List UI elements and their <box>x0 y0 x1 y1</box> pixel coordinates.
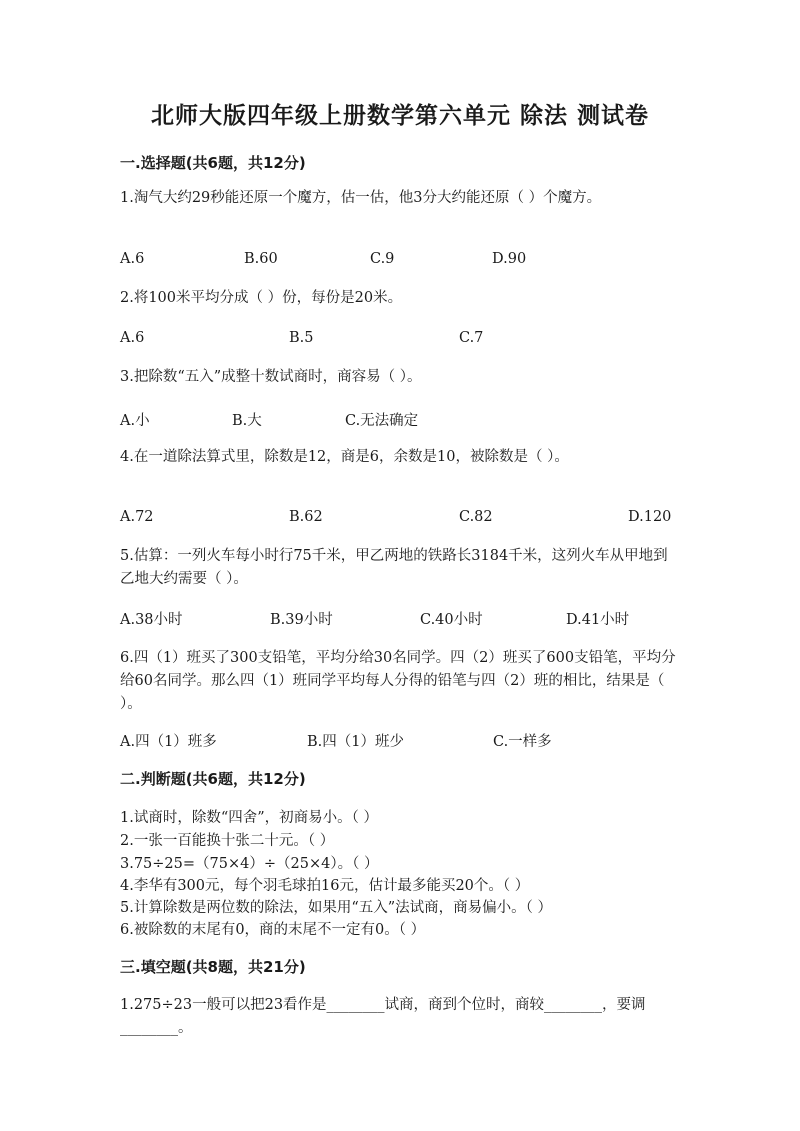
choice-question-1: 1.淘气大约29秒能还原一个魔方，估一估，他3分大约能还原（ ）个魔方。 <box>120 190 602 206</box>
choice-4-option-a: A.72 <box>120 509 154 525</box>
choice-1-option-a: A.6 <box>120 251 145 267</box>
choice-question-5: 5.估算：一列火车每小时行75千米，甲乙两地的铁路长3184千米，这列火车从甲地到乙地大约需要（ ）。 <box>120 548 668 587</box>
choice-question-3: 3.把除数“五入”成整十数试商时，商容易（ ）。 <box>120 369 422 385</box>
judge-item-1: 1.试商时，除数“四舍”，初商易小。（ ） <box>120 810 379 826</box>
choice-question-2: 2.将100米平均分成（ ）份，每份是20米。 <box>120 290 403 306</box>
choice-5-option-c: C.40小时 <box>420 612 483 628</box>
choice-3-option-a: A.小 <box>120 413 150 429</box>
choice-2-option-c: C.7 <box>459 330 484 346</box>
choice-5-option-b: B.39小时 <box>270 612 333 628</box>
choice-5-option-a: A.38小时 <box>120 612 183 628</box>
choice-5-option-d: D.41小时 <box>566 612 630 628</box>
choice-question-4: 4.在一道除法算式里，除数是12，商是6，余数是10，被除数是（ ）。 <box>120 449 569 465</box>
judge-item-5: 5.计算除数是两位数的除法，如果用“五入”法试商，商易偏小。（ ） <box>120 900 553 916</box>
choice-4-option-b: B.62 <box>289 509 323 525</box>
choice-3-option-b: B.大 <box>232 413 262 429</box>
section-heading-choice: 一.选择题(共6题，共12分) <box>120 154 306 172</box>
choice-4-option-d: D.120 <box>628 509 672 525</box>
choice-4-option-c: C.82 <box>459 509 493 525</box>
choice-2-option-b: B.5 <box>289 330 314 346</box>
fill-question-1: 1.275÷23一般可以把23看作是________试商，商到个位时，商较________，要调________。 <box>120 997 646 1036</box>
choice-1-option-c: C.9 <box>370 251 395 267</box>
choice-6-option-c: C.一样多 <box>493 734 552 750</box>
choice-1-option-d: D.90 <box>492 251 527 267</box>
page-title: 北师大版四年级上册数学第六单元 除法 测试卷 <box>150 103 649 129</box>
choice-1-option-b: B.60 <box>244 251 278 267</box>
judge-item-2: 2.一张一百能换十张二十元。（ ） <box>120 833 335 849</box>
section-heading-judge: 二.判断题(共6题，共12分) <box>120 770 306 788</box>
choice-3-option-c: C.无法确定 <box>345 413 419 429</box>
judge-item-3: 3.75÷25=（75×4）÷（25×4）。（ ） <box>120 856 379 872</box>
judge-item-4: 4.李华有300元，每个羽毛球拍16元，估计最多能买20个。（ ） <box>120 878 530 894</box>
choice-2-option-a: A.6 <box>120 330 145 346</box>
choice-6-option-a: A.四（1）班多 <box>120 734 217 750</box>
judge-item-6: 6.被除数的末尾有0，商的末尾不一定有0。（ ） <box>120 922 426 938</box>
section-heading-fill: 三.填空题(共8题，共21分) <box>120 958 306 976</box>
choice-question-6: 6.四（1）班买了300支铅笔，平均分给30名同学。四（2）班买了600支铅笔，平均分给60名同学。那么四（1）班同学平均每人分得的铅笔与四（2）班的相比，结果是（ ）。 <box>120 650 676 712</box>
choice-6-option-b: B.四（1）班少 <box>307 734 404 750</box>
